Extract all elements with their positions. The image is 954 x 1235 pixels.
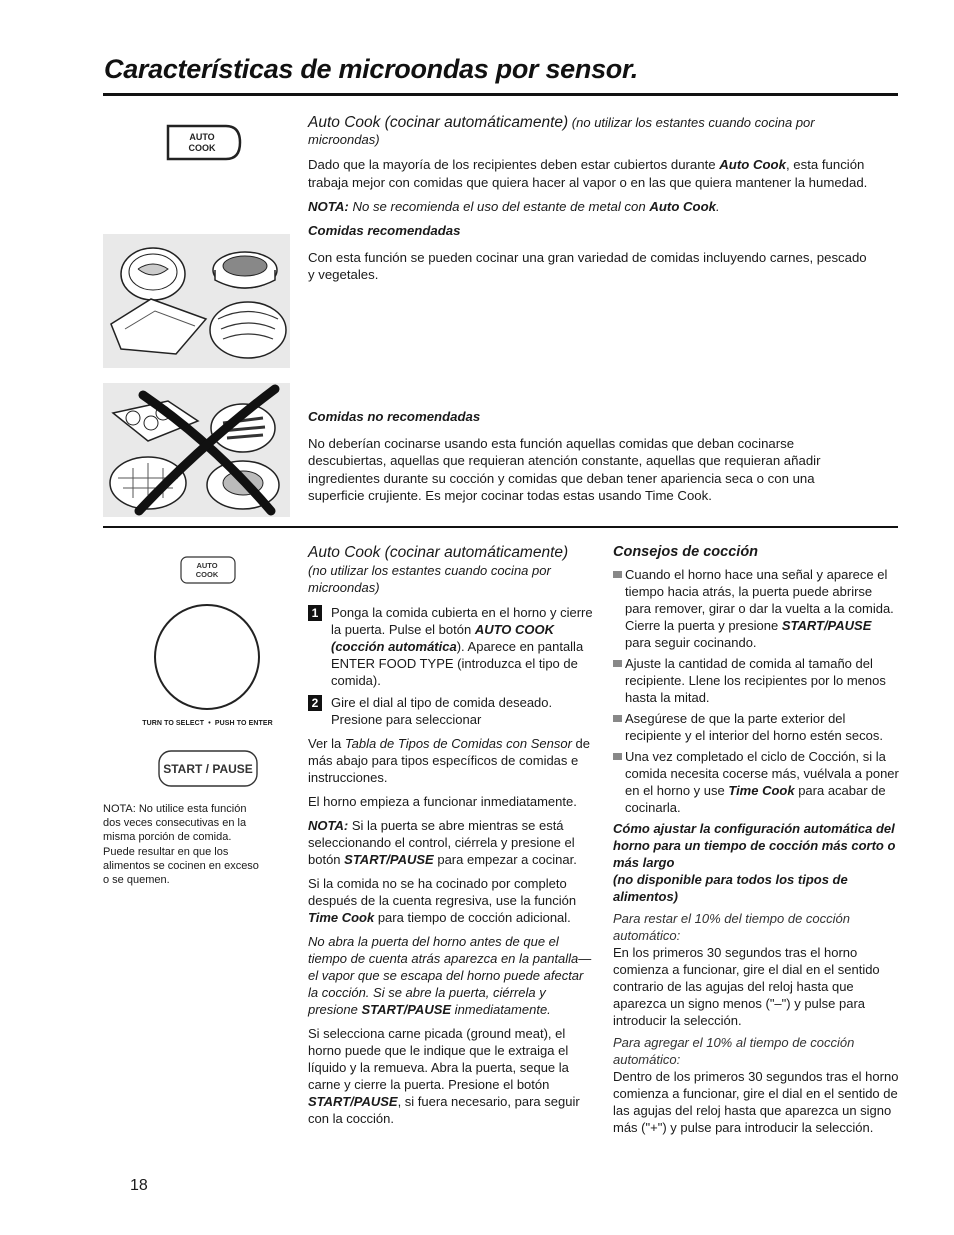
title-rule bbox=[103, 93, 898, 96]
tip-2: Ajuste la cantidad de comida al tamaño del recipiente. Llene los recipientes por lo menos hasta la mitad. bbox=[613, 655, 899, 706]
auto-cook-button[interactable] bbox=[180, 556, 236, 584]
auto-cook-label-line2: COOK bbox=[188, 143, 216, 153]
agregar-label: Para agregar el 10% al tiempo de cocción automático: bbox=[613, 1035, 855, 1067]
restar-text: En los primeros 30 segundos tras el horno comienza a funcionar, gire el dial en el sentido contrario de las agujas del reloj hasta que aparezca un signo menos ("–") y pulse para introducir la selección. bbox=[613, 945, 880, 1028]
svg-text:COOK: COOK bbox=[195, 570, 219, 579]
svg-text:AUTO: AUTO bbox=[196, 561, 218, 570]
not-recommended-heading: Comidas no recomendadas bbox=[308, 409, 481, 424]
right-column bbox=[613, 544, 899, 1136]
select-dial[interactable] bbox=[153, 603, 261, 711]
top-text-block bbox=[308, 114, 868, 291]
step-1-number: 1 bbox=[308, 605, 322, 621]
top-paragraph-1: Dado que la mayoría de los recipientes deben estar cubiertos durante Auto Cook, esta función trabaja mejor con comidas que quiera hacer al vapor o en las que quiera mantener la humedad. bbox=[308, 157, 868, 190]
adjust-subheading: (no disponible para todos los tipos de alimentos) bbox=[613, 872, 848, 904]
recommended-foods-illustration bbox=[103, 234, 290, 368]
start-pause-button[interactable] bbox=[158, 750, 258, 787]
auto-cook-button-image bbox=[166, 124, 242, 161]
page-number: 18 bbox=[130, 1177, 148, 1194]
not-recommended-text: No deberían cocinarse usando esta función aquellas comidas que deban cocinarse descubiertas, aquellas que requieran atención constante, aquellas que requieran añadir ingredientes durante su cocción y comidas que deban tener apariencia seca o con una superficie crujiente. Es mejor cocinar todas estas usando Time Cook. bbox=[308, 436, 821, 503]
mid-ver-tabla: Ver la Tabla de Tipos de Comidas con Sensor de más abajo para tipos específicos de comidas e instrucciones. bbox=[308, 736, 590, 785]
mid-no-abra: No abra la puerta del horno antes de que el tiempo de cuenta atrás aparezca en la pantalla—el vapor que se escapa del horno puede afectar la cocción. Si se abre la puerta, ciérrela y presione START/PAUSE inmediatamente. bbox=[308, 934, 592, 1017]
tip-3: Asegúrese de que la parte exterior del recipiente y el interior del horno estén secos. bbox=[613, 710, 899, 744]
page-title: Características de microondas por sensor. bbox=[104, 54, 638, 84]
agregar-text: Dentro de los primeros 30 segundos tras el horno comienza a funcionar, gire el dial en el sentido de las agujas del reloj hasta que aparezca un signo más ("+") y pulse para introducir la selección. bbox=[613, 1069, 899, 1135]
tips-heading: Consejos de cocción bbox=[613, 544, 759, 560]
middle-column bbox=[308, 544, 596, 1134]
not-recommended-foods-illustration bbox=[103, 383, 290, 517]
top-nota: NOTA: No se recomienda el uso del estante de metal con Auto Cook. bbox=[308, 198, 720, 214]
recommended-text: Con esta función se pueden cocinar una gran variedad de comidas incluyendo carnes, pescado y vegetales. bbox=[308, 250, 867, 283]
recommended-heading: Comidas recomendadas bbox=[308, 223, 461, 239]
mid-empieza: El horno empieza a funcionar inmediatamente. bbox=[308, 794, 577, 809]
dial-label: TURN TO SELECT • PUSH TO ENTER bbox=[142, 720, 273, 727]
step-2: 2 Gire el dial al tipo de comida deseado. Presione para seleccionar bbox=[308, 694, 596, 728]
tip-1: Cuando el horno hace una señal y aparece el tiempo hacia atrás, la puerta puede abrirse para remover, girar o dar la vuelta a la comida. Cierre la puerta y presione START/PAUSE para seguir cocinando. bbox=[613, 566, 899, 651]
not-recommended-block bbox=[308, 408, 868, 511]
left-note: NOTA: No utilice esta función dos veces consecutivas en la misma porción de comida. Puede resultar en que los alimentos se cocinen en exceso o se quemen. bbox=[103, 803, 259, 887]
restar-label: Para restar el 10% del tiempo de cocción automático: bbox=[613, 911, 851, 943]
section-rule bbox=[103, 526, 898, 528]
adjust-heading: Cómo ajustar la configuración automática del horno para un tiempo de cocción más corto o más largo bbox=[613, 821, 896, 870]
mid-heading: Auto Cook (cocinar automáticamente) bbox=[308, 544, 569, 561]
mid-heading-note: (no utilizar los estantes cuando cocina por microondas) bbox=[308, 563, 551, 595]
auto-cook-label-line1: AUTO bbox=[189, 132, 215, 142]
top-heading: Auto Cook (cocinar automáticamente) bbox=[308, 114, 569, 131]
mid-carne: Si selecciona carne picada (ground meat), el horno puede que le indique que le extraiga el líquido y la remueva. Abra la puerta, seque la carne y cierre la puerta. Presione el botón START/PAUSE, si fuera necesario, para seguir con la cocción. bbox=[308, 1026, 580, 1126]
top-heading-note: (no utilizar los estantes cuando cocina por microondas) bbox=[308, 115, 815, 148]
tip-4: Una vez completado el ciclo de Cocción, si la comida necesita cocerse más, vuélvala a poner en el horno y use Time Cook para acabar de cocinarla. bbox=[613, 748, 899, 816]
step-2-number: 2 bbox=[308, 695, 322, 711]
mid-nota: NOTA: Si la puerta se abre mientras se está seleccionando el control, ciérrela y presione el botón START/PAUSE para empezar a cocinar. bbox=[308, 818, 577, 867]
svg-text:START / PAUSE: START / PAUSE bbox=[163, 762, 253, 776]
step-1: 1 Ponga la comida cubierta en el horno y cierre la puerta. Pulse el botón AUTO COOK (cocción automática). Aparece en pantalla ENTER FOOD TYPE (introduzca el tipo de comida). bbox=[308, 604, 596, 689]
mid-time-cook: Si la comida no se ha cocinado por completo después de la cuenta regresiva, use la función Time Cook para tiempo de cocción adicional. bbox=[308, 876, 577, 925]
